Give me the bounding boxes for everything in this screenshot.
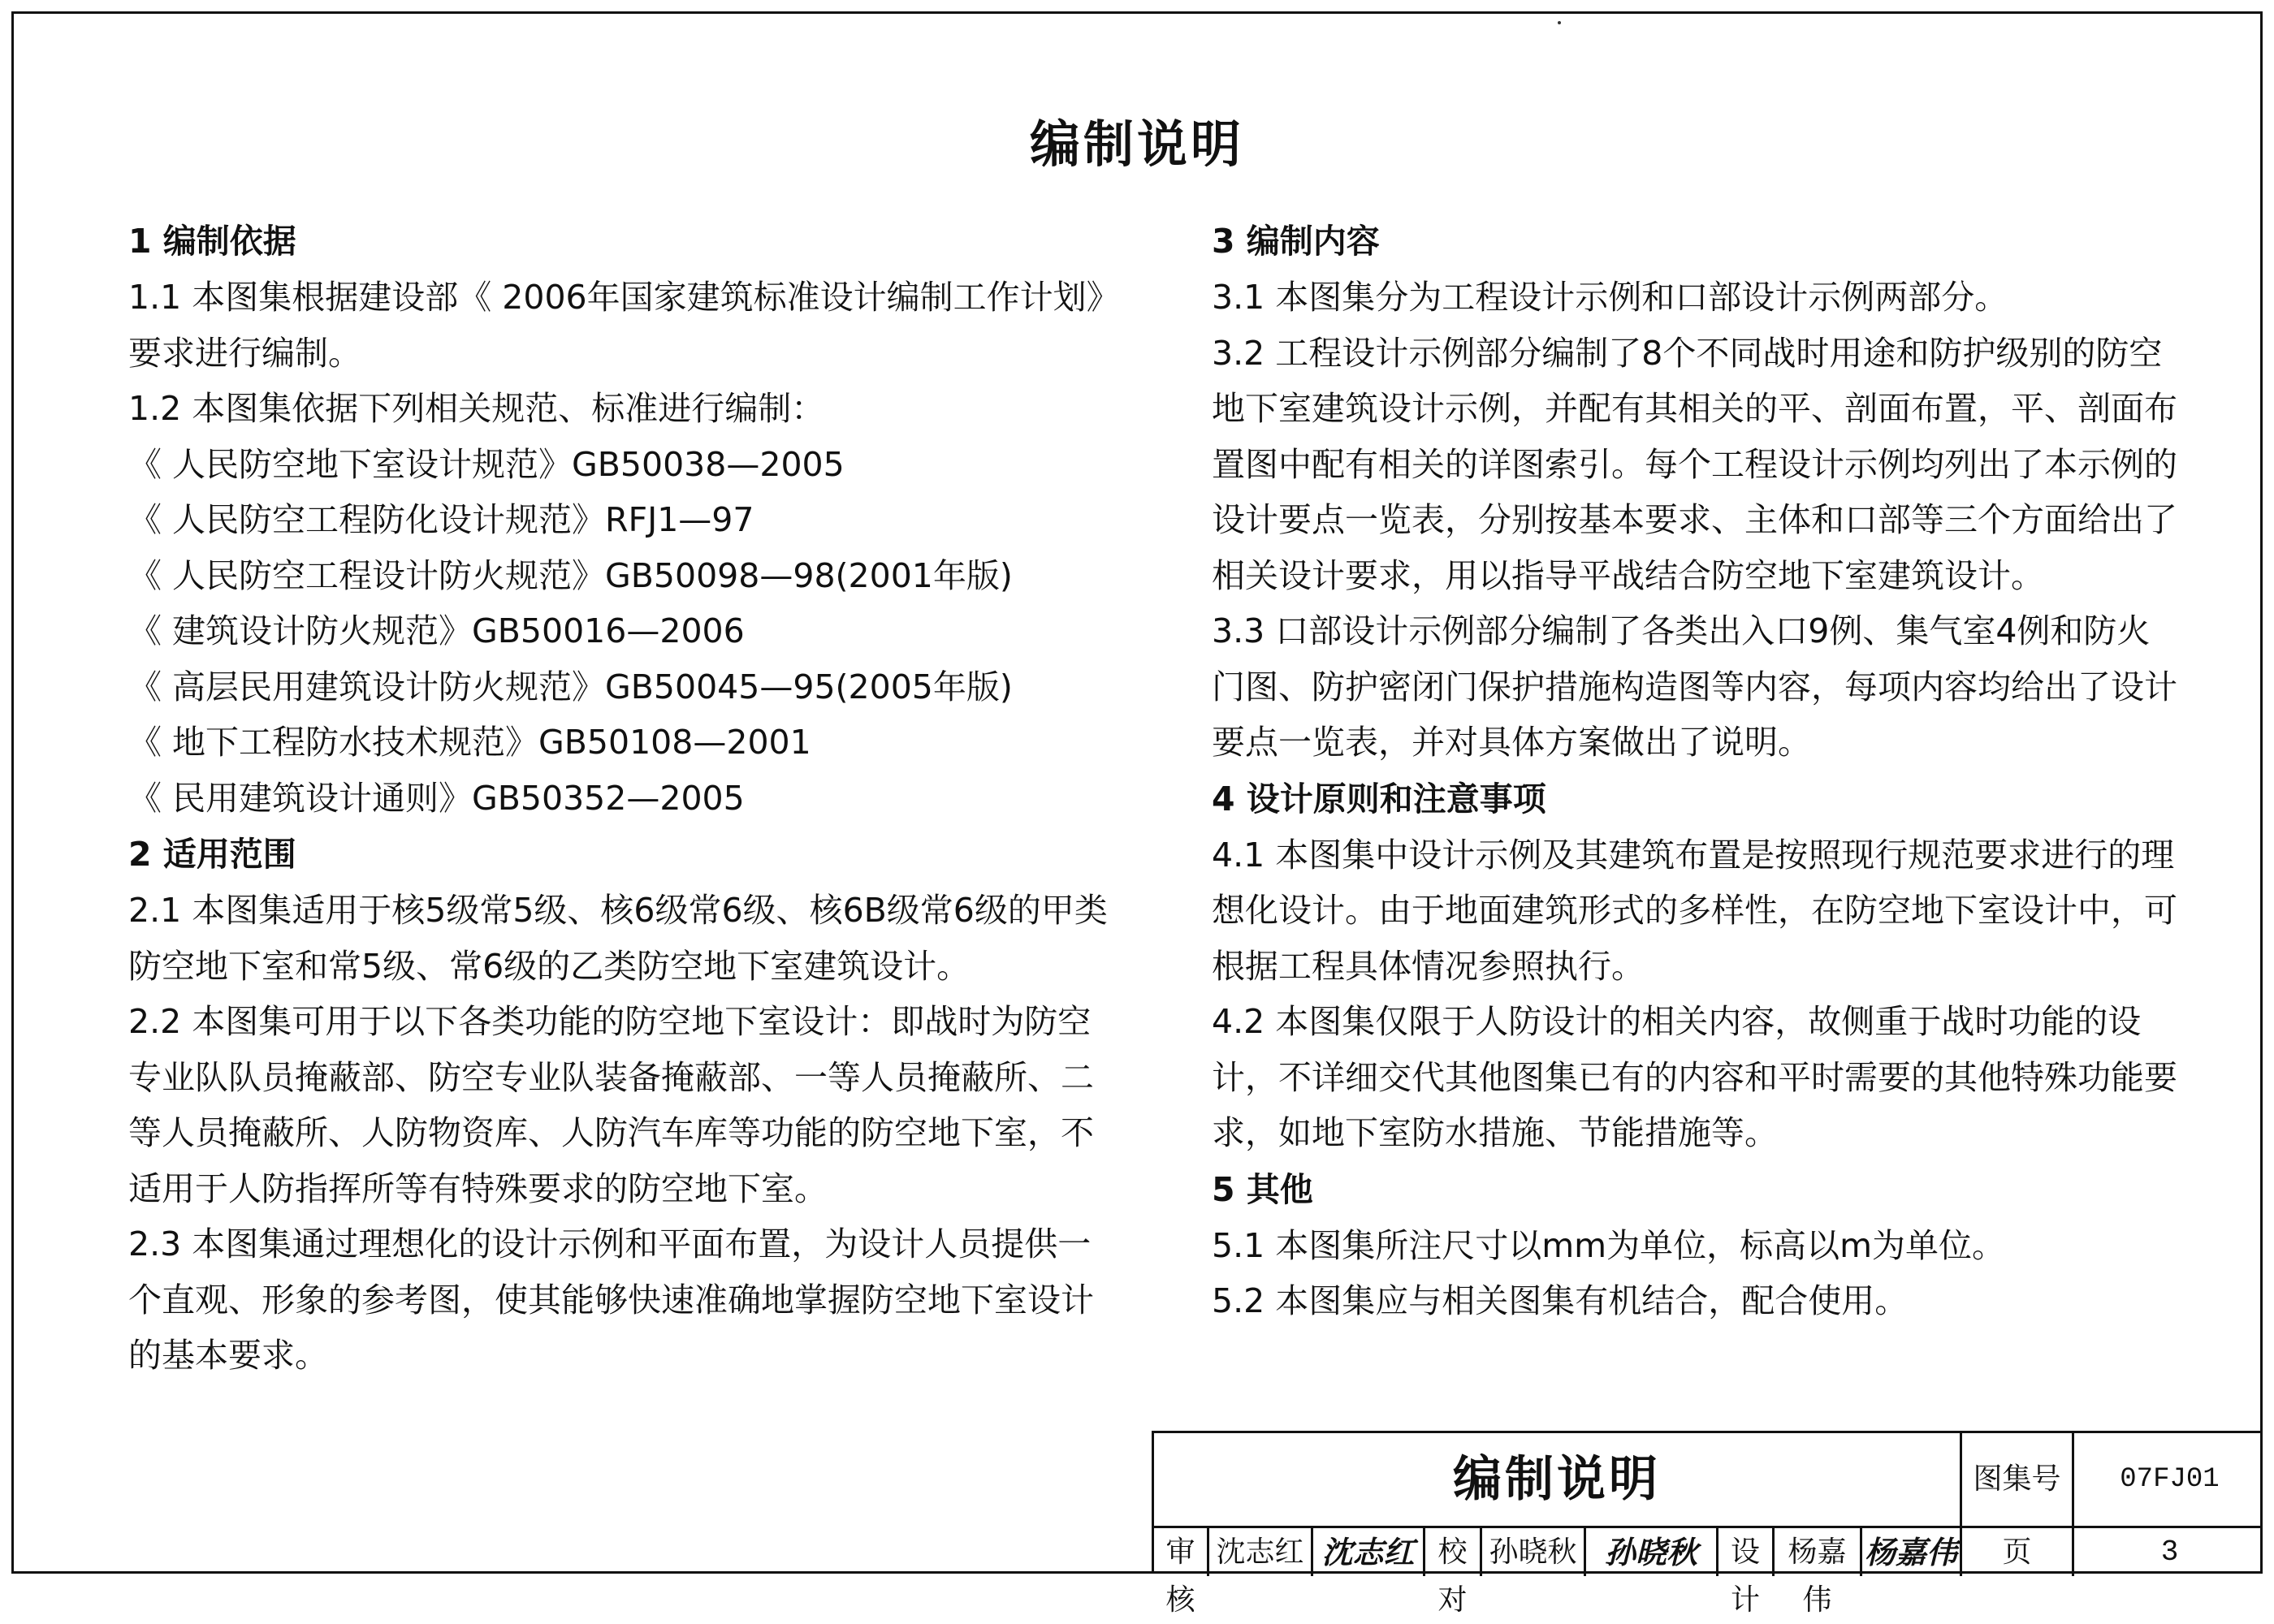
- reviewer-name: 沈志红: [1209, 1528, 1313, 1576]
- section-2: [128, 826, 1119, 1384]
- reference-item: 《 建筑设计防火规范》GB50016—2006: [128, 611, 745, 650]
- reference-item: 《 民用建筑设计通则》GB50352—2005: [128, 778, 745, 818]
- left-column: [128, 213, 1119, 1384]
- design-label: 设计: [1716, 1528, 1775, 1576]
- title-block-top-row: [1154, 1433, 2263, 1528]
- section-5: [1212, 1161, 2178, 1329]
- page-label: 页: [1962, 1528, 2074, 1576]
- reference-item: 《 高层民用建筑设计防火规范》GB50045—95(2005年版): [128, 667, 1013, 706]
- section-heading: 5 其他: [1212, 1169, 1313, 1209]
- right-column: [1212, 213, 2178, 1329]
- checker-signature: 孙晓秋: [1604, 1534, 1697, 1570]
- paragraph-4-2: 4.2 本图集仅限于人防设计的相关内容，故侧重于战时功能的设计，不详细交代其他图集已有的内容和平时需要的其他特殊功能要求，如地下室防水措施、节能措施等。: [1212, 1002, 2177, 1152]
- paragraph-2-3: 2.3 本图集通过理想化的设计示例和平面布置，为设计人员提供一个直观、形象的参考图，使其能够快速准确地掌握防空地下室设计的基本要求。: [128, 1224, 1094, 1375]
- section-heading: 4 设计原则和注意事项: [1212, 779, 1546, 818]
- reference-item: 《 人民防空工程防化设计规范》RFJ1—97: [128, 500, 754, 539]
- paragraph-2-2: 2.2 本图集可用于以下各类功能的防空地下室设计：即战时为防空专业队队员掩蔽部、防空专业队装备掩蔽部、一等人员掩蔽所、二等人员掩蔽所、人防物资库、人防汽车库等功能的防空地下室，不适用于人防指挥所等有特殊要求的防空地下室。: [128, 1002, 1094, 1208]
- title-block-title: 编制说明: [1154, 1433, 1962, 1526]
- page-title: 编制说明: [1029, 114, 1244, 174]
- paragraph-5-1: 5.1 本图集所注尺寸以mm为单位，标高以m为单位。: [1212, 1225, 2006, 1265]
- paragraph-1-2: 1.2 本图集依据下列相关规范、标准进行编制：: [128, 389, 825, 428]
- designer-name: 杨嘉伟: [1775, 1528, 1862, 1576]
- section-3: [1212, 213, 2178, 771]
- paragraph-5-2: 5.2 本图集应与相关图集有机结合，配合使用。: [1212, 1281, 1909, 1320]
- check-label: 校对: [1425, 1528, 1482, 1576]
- section-heading: 2 适用范围: [128, 835, 296, 874]
- atlas-number: 07FJ01: [2120, 1464, 2220, 1495]
- paragraph-3-2: 3.2 工程设计示例部分编制了8个不同战时用途和防护级别的防空地下室建筑设计示例，并配有其相关的平、剖面布置，平、剖面布置图中配有相关的详图索引。每个工程设计示例均列出了本示例的设计要点一览表，分别按基本要求、主体和口部等三个方面给出了相关设计要求，用以指导平战结合防空地下室建筑设计。: [1212, 333, 2177, 595]
- section-heading: 1 编制依据: [128, 222, 296, 261]
- scan-dot: [1558, 21, 1561, 24]
- paragraph-2-1: 2.1 本图集适用于核5级常5级、核6级常6级、核6B级常6级的甲类防空地下室和常5级、常6级的乙类防空地下室建筑设计。: [128, 891, 1108, 986]
- title-block: [1152, 1431, 2263, 1617]
- reviewer-signature: 沈志红: [1313, 1528, 1425, 1576]
- section-1: [128, 213, 1119, 826]
- title-block-sign-row: [1154, 1528, 2263, 1617]
- paragraph-3-3: 3.3 口部设计示例部分编制了各类出入口9例、集气室4例和防火门图、防护密闭门保护措施构造图等内容，每项内容均给出了设计要点一览表，并对具体方案做出了说明。: [1212, 611, 2177, 762]
- section-4: [1212, 771, 2178, 1161]
- reference-item: 《 人民防空地下室设计规范》GB50038—2005: [128, 444, 845, 484]
- atlas-number-label: 图集号: [1962, 1433, 2074, 1526]
- section-heading: 3 编制内容: [1212, 222, 1380, 261]
- paragraph-4-1: 4.1 本图集中设计示例及其建筑布置是按照现行规范要求进行的理想化设计。由于地面建筑形式的多样性，在防空地下室设计中，可根据工程具体情况参照执行。: [1212, 835, 2177, 986]
- paragraph-3-1: 3.1 本图集分为工程设计示例和口部设计示例两部分。: [1212, 278, 2008, 317]
- reference-item: 《 地下工程防水技术规范》GB50108—2001: [128, 723, 811, 762]
- reference-item: 《 人民防空工程设计防火规范》GB50098—98(2001年版): [128, 555, 1013, 595]
- page-number: 3: [2160, 1535, 2179, 1569]
- paragraph-1-1: 1.1 本图集根据建设部《 2006年国家建筑标准设计编制工作计划》要求进行编制。: [128, 278, 1104, 373]
- designer-signature: 杨嘉伟: [1862, 1528, 1962, 1576]
- checker-name: 孙晓秋: [1482, 1528, 1586, 1576]
- review-label: 审核: [1154, 1528, 1209, 1576]
